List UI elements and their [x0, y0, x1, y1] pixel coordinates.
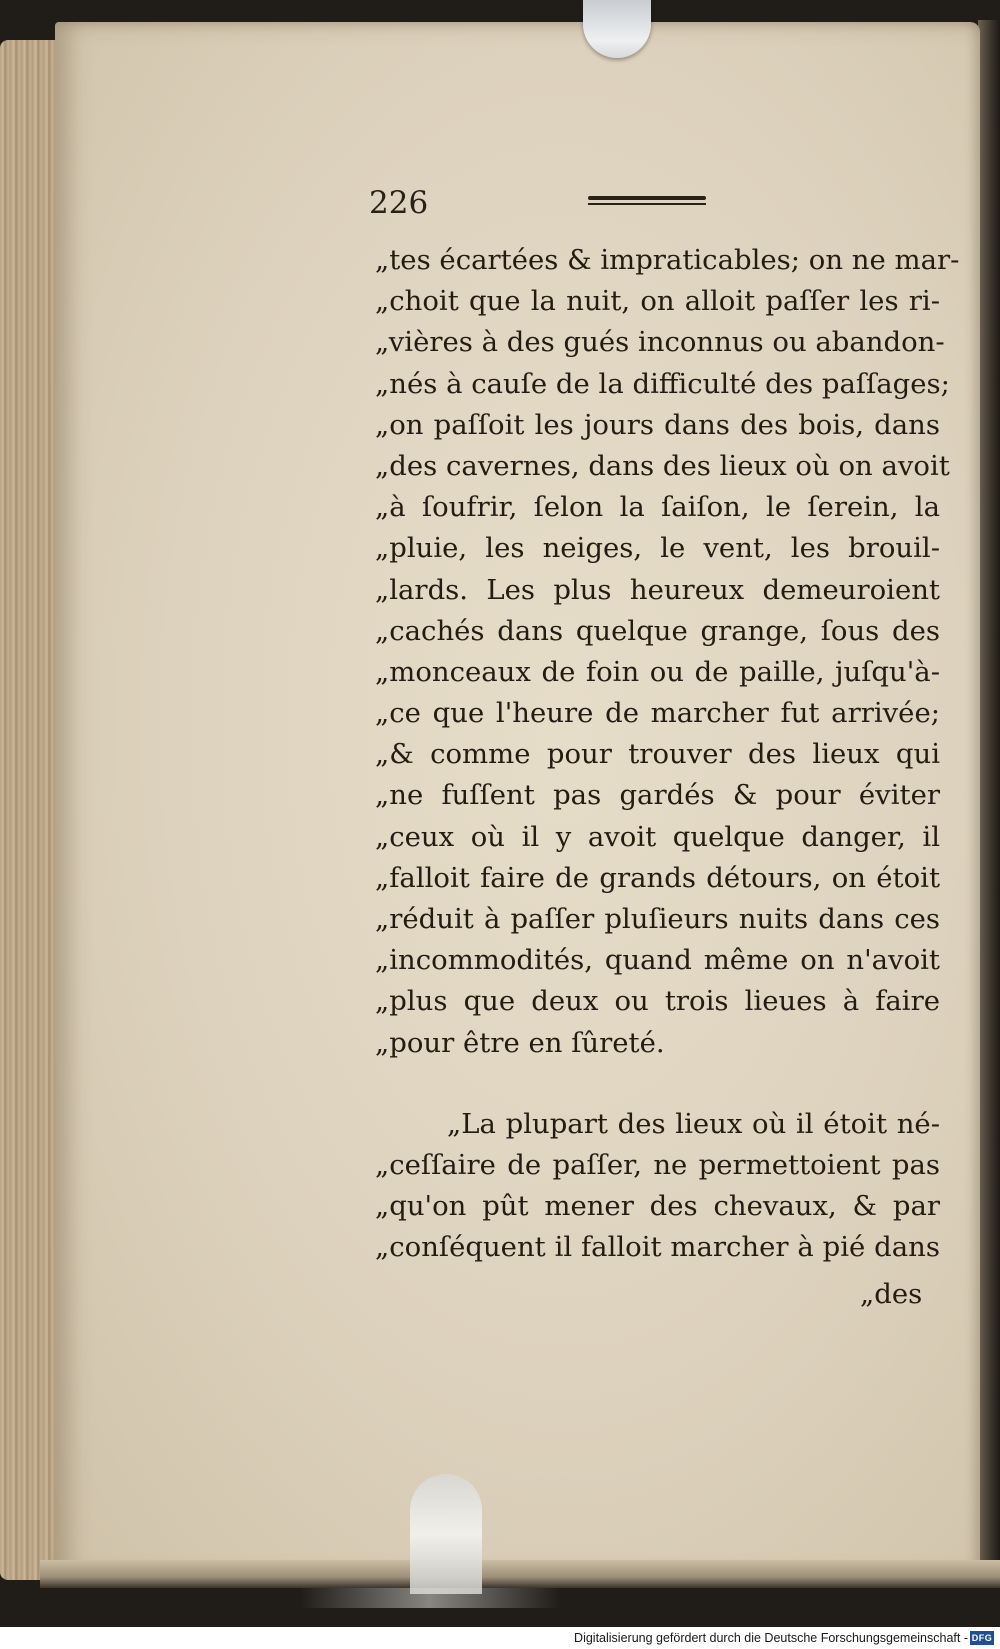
text-line: „cachés dans quelque grange, ſous des: [375, 614, 940, 647]
text-line: „on paſſoit les jours dans des bois, dans: [375, 408, 940, 441]
page-bottom-edge: [40, 1560, 1000, 1588]
text-line: „vières à des gués inconnus ou abandon-: [375, 326, 945, 359]
text-line: „& comme pour trouver des lieux qui: [375, 738, 940, 771]
text-line: „des cavernes, dans des lieux où on avoit: [375, 449, 950, 482]
text-line: „lards. Les plus heureux demeuroient: [375, 573, 940, 606]
text-line: „plus que deux ou trois lieues à faire: [375, 985, 940, 1018]
footer-credit: Digitalisierung gefördert durch die Deutsche Forschungsgemeinschaft -: [574, 1631, 968, 1645]
text-line: „conſéquent il falloit marcher à pié dans: [375, 1231, 940, 1264]
text-line: „qu'on pût mener des chevaux, & par: [375, 1190, 940, 1223]
dfg-logo-icon: DFG: [971, 1633, 993, 1643]
text-line: „La plupart des lieux où il étoit né-: [447, 1107, 940, 1140]
text-line: „monceaux de foin ou de paille, juſqu'à-: [375, 655, 940, 688]
text-line: „ceſſaire de paſſer, ne permettoient pas: [375, 1148, 940, 1181]
text-line: „incommodités, quand même on n'avoit: [375, 944, 940, 977]
text-line: „réduit à paſſer pluſieurs nuits dans ces: [375, 903, 940, 935]
text-line: „ceux où il y avoit quelque danger, il: [375, 820, 940, 853]
page-number: 226: [369, 185, 429, 221]
page-text: [375, 240, 960, 1269]
text-line: „falloit faire de grands détours, on étoit: [375, 861, 940, 894]
bottom-page-clip: [410, 1474, 482, 1594]
text-line: „ne fuſſent pas gardés & pour éviter: [375, 779, 940, 812]
header-rule: [588, 196, 706, 200]
paragraph-gap: [375, 1064, 940, 1104]
text-line: „nés à cauſe de la difficulté des paſſages;: [375, 367, 950, 400]
text-line: „pour être en ſûreté.: [375, 1026, 665, 1059]
text-line: „tes écartées & impraticables; on ne mar-: [375, 244, 960, 276]
text-line: „pluie, les neiges, le vent, les brouil-: [375, 532, 940, 565]
header-rule-lower: [588, 203, 706, 205]
book-right-edge: [978, 20, 1000, 1580]
text-line: „choit que la nuit, on alloit paſſer les ri-: [375, 285, 940, 318]
catchword: „des: [860, 1278, 923, 1310]
text-line: „à ſoufrir, ſelon la ſaiſon, le ſerein, la: [375, 491, 940, 524]
clip-base: [300, 1588, 560, 1608]
text-line: „ce que l'heure de marcher fut arrivée;: [375, 697, 940, 730]
